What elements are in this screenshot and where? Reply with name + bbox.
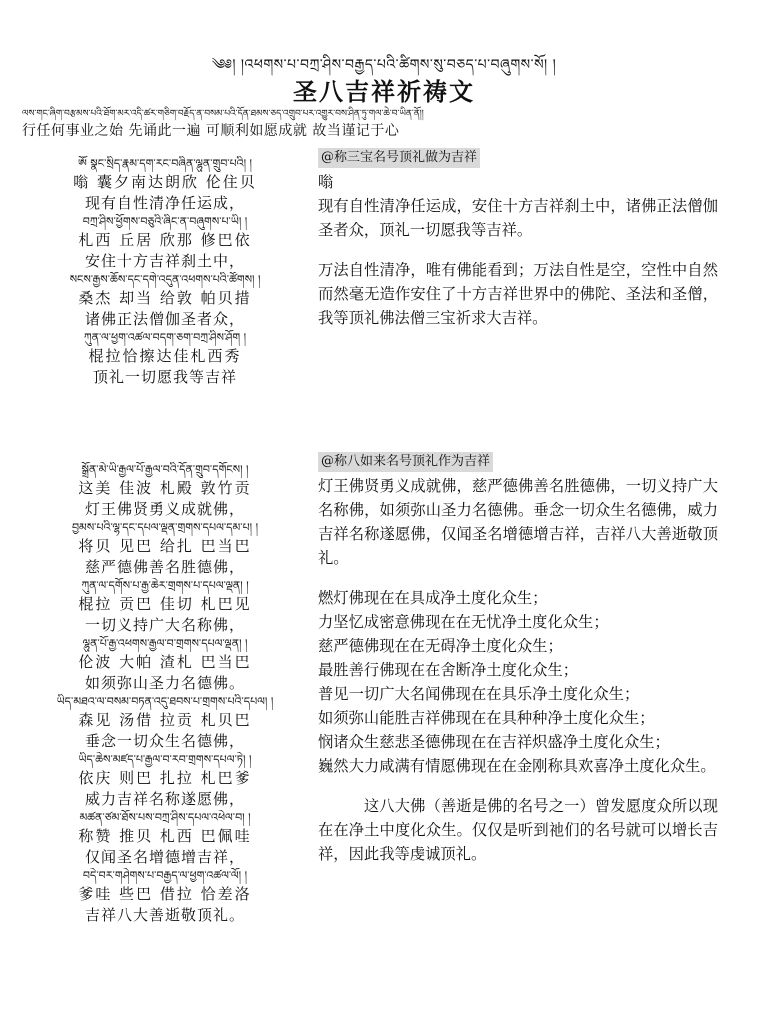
om-syllable: 嗡 <box>318 173 334 191</box>
verse-tibetan: ཀུན་ལ་དགོས་པ་རྒྱ་ཆེར་གྲགས་པ་དཔལ་ལྡན། ། <box>81 579 249 592</box>
buddha-line: 巍然大力咸满有情愿佛现在在金刚称具欢喜净土度化众生。 <box>318 757 716 775</box>
tibetan-title: ༄༅། །འཕགས་པ་བཀྲ་ཤིས་བརྒྱད་པའི་ཚིགས་སུ་བཅད་པ་བཞུགས་སོ། ། <box>211 57 557 73</box>
verse <box>30 868 300 926</box>
verse-chinese: 垂念一切众生名德佛， <box>84 732 245 750</box>
verse-phonetic: 伦波 大帕 渣札 巴当巴 <box>78 653 252 671</box>
verse <box>30 462 300 520</box>
verse-tibetan: ལྷུན་པོ་རྒྱ་འཕགས་རྒྱལ་བ་གྲགས་དཔལ་ལྡན། ། <box>82 637 248 650</box>
verse-chinese: 顶礼一切愿我等吉祥 <box>92 368 237 386</box>
verse-phonetic: 爹哇 些巴 借拉 恰差洛 <box>78 885 252 903</box>
page-title: 圣八吉祥祈祷文 <box>293 77 475 106</box>
verse-chinese: 灯王佛贤勇义成就佛， <box>84 500 245 518</box>
verse-tibetan: སྒྲོན་མེ་ཡི་རྒྱལ་པོ་རྒྱལ་བའི་དོན་གྲུབ་དགོངས། ། <box>81 463 249 476</box>
closing-paragraph: 这八大佛（善逝是佛的名号之一）曾发愿度众所以现在在净土中度化众生。仅仅是听到祂们的名号就可以增长吉祥，因此我等虔诚顶礼。 <box>318 797 718 863</box>
verse <box>30 752 300 810</box>
section2-verses <box>30 462 300 926</box>
verse-chinese: 慈严德佛善名胜德佛， <box>84 558 245 576</box>
explanation: 万法自性清净，唯有佛能看到；万法自性是空，空性中自然而然毫无造作安住了十方吉祥世界中的佛陀、圣法和圣僧，我等顶礼佛法僧三宝祈求大吉祥。 <box>318 261 718 327</box>
verse-phonetic: 依庆 则巴 扎拉 札巴爹 <box>78 769 252 787</box>
verse-phonetic: 森见 汤借 拉贡 札贝巴 <box>78 711 252 729</box>
verse-tibetan: བྱམས་པའི་ལྷ་དང་དཔལ་ལྡན་གྲགས་དཔལ་དམ་པ། ། <box>71 521 259 534</box>
verse-tibetan: མཚན་ཙམ་ཐོས་པས་བཀྲ་ཤིས་དཔལ་འཕེལ་བ། ། <box>79 811 251 824</box>
buddha-line: 慈严德佛现在在无碍净土度化众生； <box>318 637 563 655</box>
verse-chinese: 吉祥八大善逝敬顶礼。 <box>84 906 245 924</box>
verse-chinese: 诸佛正法僧伽圣者众， <box>84 310 245 328</box>
verse <box>30 578 300 636</box>
buddha-line: 普见一切广大名闻佛现在在具乐净土度化众生； <box>318 685 640 703</box>
verse <box>30 520 300 578</box>
verse <box>30 214 300 272</box>
section-banner: @称三宝名号顶礼做为吉祥 <box>318 148 480 168</box>
section2-commentary <box>318 448 718 866</box>
verse <box>30 156 300 214</box>
buddha-line: 悯诸众生慈悲圣德佛现在在吉祥炽盛净土度化众生； <box>318 733 670 751</box>
verse <box>30 636 300 694</box>
section1-commentary <box>318 144 718 330</box>
verse-translation: 灯王佛贤勇义成就佛，慈严德佛善名胜德佛，一切义持广大名称佛，如须弥山圣力名德佛。垂念一切众生名德佛，威力吉祥名称遂愿佛，仅闻圣名增德增吉祥，吉祥八大善逝敬顶礼。 <box>318 477 718 567</box>
verse-chinese: 现有自性清净任运成， <box>84 194 245 212</box>
verse-translation: 现有自性清净任运成，安住十方吉祥刹土中，诸佛正法僧伽圣者众，顶礼一切愿我等吉祥。 <box>318 197 718 239</box>
verse-phonetic: 棍拉 贡巴 佳切 札巴见 <box>78 595 252 613</box>
verse-phonetic: 称赞 推贝 札西 巴佩哇 <box>78 827 252 845</box>
tibetan-note: ལས་གང་ཞིག་བརྩམས་པའི་ཐོག་མར་འདི་ཚར་གཅིག་བརྗོད་ན་བསམ་པའི་དོན་ཐམས་ཅད་འགྲུབ་པར་འགྱུར་བས་ཤིན་ཏུ་གལ་ཆེ་བ་ཡིན་ནོ།། <box>22 109 424 119</box>
verse-phonetic: 棍拉恰擦达佳札西秀 <box>88 347 242 365</box>
section-banner: @称八如来名号顶礼作为吉祥 <box>318 452 493 472</box>
subtitle: 行任何事业之始 先诵此一遍 可顺利如愿成就 故当谨记于心 <box>22 123 400 139</box>
verse-tibetan: བཀྲ་ཤིས་ཕྱོགས་བཅུའི་ཞིང་ན་བཞུགས་པ་ཡི། ། <box>82 215 248 228</box>
verse-chinese: 安住十方吉祥刹土中， <box>84 252 245 270</box>
verse-chinese: 一切义持广大名称佛， <box>84 616 245 634</box>
buddha-line: 燃灯佛现在在具成净土度化众生； <box>318 589 548 607</box>
verse-phonetic: 桑杰 却当 给敦 帕贝措 <box>78 289 252 307</box>
verse-phonetic: 嗡 囊夕南达朗欣 伦住贝 <box>73 173 257 191</box>
verse-tibetan: ཨོཾ སྣང་སྲིད་རྣམ་དག་རང་བཞིན་ལྷུན་གྲུབ་པའི། ། <box>78 157 252 170</box>
verse-tibetan: བདེ་བར་གཤེགས་པ་བརྒྱད་ལ་ཕྱག་འཚལ་ལོ། ། <box>82 869 248 882</box>
verse-tibetan: ཡིད་མཐའ་ལ་བསམ་བཏན་འདུ་ཐབས་པ་གྲགས་པའི་དཔལ། ། <box>56 695 274 708</box>
verse-chinese: 威力吉祥名称遂愿佛， <box>84 790 245 808</box>
buddha-line: 如须弥山能胜吉祥佛现在在具种种净土度化众生； <box>318 709 655 727</box>
verse-phonetic: 将贝 见巴 给扎 巴当巴 <box>78 537 252 555</box>
verse-chinese: 如须弥山圣力名德佛。 <box>84 674 245 692</box>
buddha-line: 力坚忆成密意佛现在在无忧净土度化众生； <box>318 613 609 631</box>
buddha-line: 最胜善行佛现在在舍断净土度化众生； <box>318 661 579 679</box>
verse-tibetan: སངས་རྒྱས་ཆོས་དང་དགེ་འདུན་འཕགས་པའི་ཚོགས། ། <box>69 273 261 286</box>
section1-verses <box>30 156 300 388</box>
verse <box>30 330 300 388</box>
verse <box>30 694 300 752</box>
verse-phonetic: 这美 佳波 札殿 敦竹贡 <box>78 479 252 497</box>
verse <box>30 272 300 330</box>
verse-chinese: 仅闻圣名增德增吉祥， <box>84 848 245 866</box>
verse-tibetan: ཀུན་ལ་ཕྱག་འཚལ་བདག་ཅག་བཀྲ་ཤིས་ཤོག ། <box>83 331 247 344</box>
verse-phonetic: 札西 丘居 欣那 修巴依 <box>78 231 252 249</box>
verse-tibetan: ཡིད་ཆེས་མཛད་པ་རྒྱལ་བ་རབ་གྲགས་དཔལ་ཏེ། ། <box>78 753 252 766</box>
verse <box>30 810 300 868</box>
